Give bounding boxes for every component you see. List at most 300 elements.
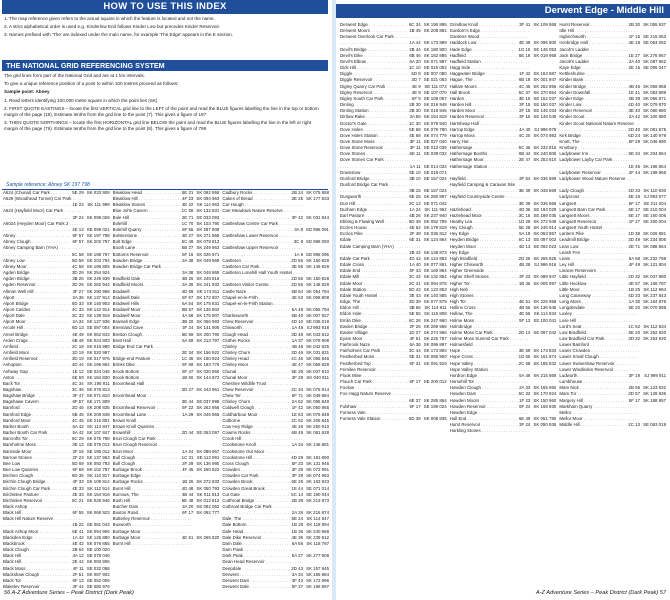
grid-reference: SK 140 865: [423, 292, 447, 298]
map-page-ref: 2F 15: [519, 108, 531, 114]
grid-text-1: The grid lines form part of the National Grid and are at 1 km intervals.: [4, 73, 145, 78]
place-name: Crowden Car Park . . .: [222, 473, 290, 479]
map-page-ref: 5A 46: [519, 372, 531, 378]
grid-reference: SK 093 906: [86, 559, 110, 565]
place-name: Little Hucklow . . .: [559, 281, 627, 287]
place-name: Abney . . .: [3, 233, 71, 239]
map-page-ref: 3B 20: [181, 319, 194, 325]
place-name: Brun Clough Car Park . . .: [113, 436, 193, 442]
place-name: Birchin Clough Bridge . . .: [3, 479, 71, 485]
place-name: Bowden Bridge . . .: [113, 258, 181, 264]
place-name: Birchen Clough . . .: [3, 473, 71, 479]
place-name: Ladybower Wood Nature Reserve . . .: [559, 176, 639, 182]
map-page-ref: 3C 8: [293, 239, 304, 245]
grid-reference: SK 173 893: [423, 348, 447, 354]
grid-reference: SE 199 024: [423, 403, 447, 409]
grid-reference: SK 072 991: [306, 467, 330, 473]
place-name: Low Bradfield . . .: [559, 330, 627, 336]
grid-reference: SK 103 790: [196, 220, 220, 226]
grid-reference: SK 111 962: [424, 206, 447, 212]
place-name: Hadfield . . .: [450, 53, 518, 59]
grid-reference: SK 037 880: [643, 274, 667, 280]
place-name: Bagshaw . . .: [3, 387, 71, 393]
map-page-ref: 1F 27: [628, 219, 641, 224]
grid-reference: SE 099 021: [86, 226, 110, 232]
grid-reference: SK 107 847: [86, 430, 110, 436]
grid-reference: SE 078 046: [86, 553, 110, 559]
map-page-ref: 4B 28: [518, 262, 531, 268]
grid-reference: SK 196 864: [643, 163, 667, 169]
map-page-ref: 2D 45: [71, 405, 84, 411]
map-page-ref: 4E 49: [518, 40, 531, 46]
grid-reference: SK 173 834: [533, 348, 557, 354]
place-name: Jacob's Ladder . . .: [559, 59, 627, 65]
place-name: Birchinlee Pasture . . .: [3, 492, 71, 498]
map-page-ref: 6A 36: [409, 342, 421, 348]
index-column: [450, 22, 557, 588]
map-page-ref: 1F 42: [291, 405, 304, 411]
grid-reference: SJ 996 916: [534, 262, 557, 268]
grid-reference: SK 111 999: [87, 202, 110, 208]
sample-reference: Sample reference: Abney SK 197 798: [6, 182, 90, 188]
map-page-ref: 5E 17: [628, 212, 641, 218]
place-name: Cow Hey Ridge . . .: [222, 424, 290, 430]
grid-reference: SK 142 914: [86, 306, 110, 312]
grid-reference: SK 139 919: [86, 313, 110, 319]
place-name: Long Causeway . . .: [559, 293, 627, 299]
place-name: Castleton Car Park . . .: [222, 264, 290, 270]
place-name: Mam Nick . . .: [559, 385, 627, 391]
grid-reference: SE 097 002: [533, 237, 557, 243]
map-page-ref: 1A 37: [291, 337, 304, 343]
map-page-ref: 1D 29: [518, 219, 531, 224]
grid-reference: SD 998 093: [305, 239, 330, 245]
grid-reference: SK 213 797: [196, 337, 220, 343]
map-page-ref: 6E 49: [518, 416, 531, 421]
place-name: Grindlow Knoll . . .: [450, 22, 518, 28]
grid-reference: SK 054 784: [306, 288, 330, 294]
grid-reference: SK 249 918: [196, 276, 220, 282]
grid-reference: SE 036 019: [306, 319, 330, 325]
place-name: Bretton Clough . . .: [113, 332, 181, 338]
map-page-ref: 3D 19: [71, 356, 84, 362]
grid-reference: SK 253 810: [533, 157, 557, 163]
map-page-ref: 2C 58: [518, 360, 531, 366]
map-page-ref: 3B 10: [409, 175, 421, 181]
map-page-ref: 6C 26: [408, 317, 421, 323]
place-name: Hey Edge . . .: [450, 231, 518, 237]
grid-reference: SK 182 885: [423, 52, 447, 58]
map-page-ref: 6E 37: [409, 397, 421, 403]
place-name: Bradwell Moor . . .: [113, 307, 181, 313]
place-name: Kinder Scout . . .: [559, 114, 627, 120]
place-name: Castleshaw Lower Reservoir . . .: [222, 233, 302, 239]
map-page-ref: 5F 57: [182, 294, 194, 300]
grid-reference: SK 031 844: [306, 214, 330, 220]
grid-reference: SK 132 854: [423, 274, 447, 280]
grid-reference: SK 243 961: [196, 387, 220, 392]
grid-reference: SK 132 831: [196, 208, 220, 214]
grid-reference: SK 076 813: [86, 387, 110, 392]
place-name: Crowden Brook . . .: [222, 479, 290, 485]
grid-reference: SK 136 845: [533, 305, 557, 311]
map-page-ref: 3A 36: [182, 282, 194, 288]
map-page-ref: 4E 33: [72, 485, 84, 491]
place-name: Harry Hut . . .: [450, 139, 530, 145]
right-page-footer: A-Z Adventure Series – Peak District (Dark Peak) 57: [535, 590, 666, 596]
place-name: Brennand Cave . . .: [113, 325, 181, 331]
place-name: Mellor Moor . . .: [559, 416, 639, 422]
map-page-ref: 6B 46: [409, 52, 421, 58]
place-name: Horsehill Tor . . .: [450, 379, 530, 385]
map-page-ref: 3F 47: [72, 393, 84, 399]
map-page-ref: 4D 42: [408, 255, 421, 261]
place-name: Hathersage Station . . .: [450, 164, 530, 170]
map-page-ref: 3E 25: [291, 196, 304, 202]
grid-reference: SK 048 869: [533, 188, 557, 194]
map-page-ref: 5E 28: [518, 225, 531, 231]
place-name: Burbage Brook . . .: [113, 467, 181, 473]
map-page-ref: 4E 22: [181, 202, 194, 208]
right-title-band: Derwent Edge - Middle Hill: [336, 4, 670, 18]
grid-reference: SK 240 968: [306, 528, 330, 534]
instruction-2: 2. A strict alphabetical order is used e.g. Kinderlow End follows Kinder Low but precedes Kinder Reservoir.: [4, 24, 221, 30]
index-column: [559, 22, 666, 588]
map-page-ref: 2A 26: [291, 510, 304, 516]
place-name: Brownhill . . .: [113, 430, 181, 436]
grid-reference: SK 058 808: [306, 294, 330, 300]
map-page-ref: 5E 68: [409, 126, 421, 132]
place-name: Crook Hill . . .: [222, 436, 302, 442]
grid-reference: SE 100 041: [533, 317, 557, 323]
map-page-ref: 5F 24: [519, 403, 531, 409]
grid-reference: SK 083 889: [643, 89, 667, 95]
map-page-ref: 3E 40: [628, 108, 641, 114]
map-page-ref: 6E 48: [181, 497, 194, 503]
map-page-ref: 3E 39: [518, 200, 531, 206]
place-name: Brett Hall . . .: [113, 338, 181, 344]
map-page-ref: 6B 49: [291, 430, 304, 436]
place-name: Bradfield Moors . . .: [113, 282, 181, 288]
grid-reference: SE 195 012: [86, 448, 110, 454]
grid-reference: SE 092 023: [533, 243, 557, 249]
map-page-ref: 2A 36: [72, 294, 84, 300]
map-page-ref: 5A 42: [72, 423, 84, 429]
grid-reference: SK 088 864: [643, 243, 667, 249]
place-name: Fairbrook Naze . . .: [340, 342, 408, 348]
grid-reference: SE 063 097: [196, 430, 220, 436]
place-name: Black Hill . . .: [3, 559, 71, 565]
place-name: Lumbhouse . . .: [559, 379, 639, 385]
map-page-ref: 3D 32: [628, 335, 641, 341]
place-name: Lean Low . . .: [559, 244, 627, 250]
grid-reference: SE 080 976: [86, 584, 110, 588]
map-page-ref: 4B 26: [181, 276, 194, 282]
place-name: Broomhead Lane . . .: [113, 412, 181, 418]
place-name: Crowden Great Brook . . .: [222, 486, 290, 492]
place-name: Heathy Lea . . .: [450, 219, 518, 225]
grid-reference: SK 208 881: [423, 28, 447, 34]
place-name: Eccles House . . .: [340, 225, 408, 231]
grid-reference: SK 089 947: [533, 274, 557, 280]
map-page-ref: 2C 12: [408, 200, 421, 206]
map-page-ref: 6E 41: [72, 528, 84, 534]
place-name: Ansel Bridge . . .: [3, 332, 71, 338]
map-page-ref: 3D 46: [291, 350, 304, 356]
place-name: Dale, The . . .: [222, 516, 290, 522]
place-name: Burbage Rocks . . .: [113, 479, 181, 485]
map-page-ref: 5E 18: [628, 194, 641, 200]
map-page-ref: 2B 64: [72, 547, 84, 553]
place-name: Cakes of Bread . . .: [222, 196, 290, 202]
grid-reference: SK 287 808: [196, 226, 220, 232]
place-name: Bradwell Hills . . .: [113, 301, 181, 307]
grid-reference: SK 128 836: [643, 391, 667, 397]
map-page-ref: 4E 36: [291, 534, 304, 540]
map-page-ref: 6F 29: [628, 138, 641, 144]
place-name: Holmbridge . . .: [450, 324, 530, 330]
grid-reference: SE 021 083: [423, 77, 447, 83]
grid-reference: SK 059 868: [643, 83, 667, 89]
place-name: High Bradfield . . .: [450, 256, 518, 262]
map-page-ref: 4D 33: [628, 292, 641, 298]
grid-reference: SJ 993 977: [643, 194, 667, 200]
grid-system-heading: THE NATIONAL GRID REFERENCING SYSTEM: [2, 60, 328, 71]
grid-reference: SK 050 936: [533, 422, 557, 428]
place-name: Burnt Hill . . .: [113, 541, 193, 547]
left-page: [0, 0, 332, 600]
place-name: Hope . . .: [450, 348, 518, 354]
map-page-ref: 3C 34: [291, 387, 304, 392]
grid-reference: SK 094 906: [86, 528, 110, 534]
grid-reference: SK 005 997: [533, 280, 557, 286]
place-name: Ladybower Layby Car Park . . .: [559, 157, 639, 163]
map-page-ref: 3D 48: [291, 331, 304, 337]
map-page-ref: 2B 30: [409, 102, 421, 108]
place-name: Furness Vale . . .: [340, 410, 420, 416]
place-name: Dinting Station . . .: [340, 108, 408, 114]
place-name: Emlin Dike . . .: [340, 318, 408, 324]
left-index-columns: [3, 190, 329, 588]
grid-reference: SE 211 004: [643, 200, 667, 206]
grid-reference: SK 160 864: [423, 268, 447, 274]
place-name: Hathersage Moor . . .: [450, 157, 518, 163]
place-name: Haddock Low . . .: [450, 40, 518, 46]
place-name: Bolehill . . .: [113, 221, 181, 227]
grid-reference: SK 026 971: [196, 251, 220, 257]
place-name: Longdendale . . .: [559, 305, 627, 311]
place-name: Castleton Visitor Centre . . .: [222, 282, 290, 288]
place-name: Hayfield Camping & Caravan Site . . .: [450, 182, 530, 188]
map-page-ref: 1C 70: [181, 220, 194, 226]
place-name: Arnfield Reservoir . . .: [3, 356, 71, 362]
place-name: Hollins Cross . . .: [450, 305, 518, 311]
place-name: Crookstone Hill . . .: [222, 455, 290, 461]
grid-reference: SK 164 876: [643, 299, 667, 305]
map-page-ref: 3E 56: [291, 263, 304, 269]
grid-reference: SK 001 947: [533, 77, 557, 83]
place-name: Blue John Cavern . . .: [113, 208, 181, 214]
place-name: Kinder Bridge . . .: [559, 84, 627, 90]
place-name: Colborne . . .: [222, 418, 290, 424]
place-name: Devil's Bridge . . .: [340, 47, 408, 53]
map-page-ref: 1B 25: [628, 286, 641, 292]
grid-reference: SK 249 963: [196, 245, 220, 251]
place-name: A624 (Hayfield Moor) Car Park . . .: [3, 208, 83, 214]
map-page-ref: 4C 34: [71, 380, 84, 386]
grid-reference: SE 146 053: [533, 46, 557, 52]
index-entry: [113, 541, 220, 547]
grid-reference: SK 171 809: [86, 399, 110, 405]
map-page-ref: 4C 20: [518, 132, 531, 138]
place-name: Dove Stones . . .: [340, 151, 409, 157]
map-page-ref: 6D 35: [71, 473, 84, 479]
grid-reference: SK 114 963: [196, 202, 220, 208]
grid-reference: SK 100 880: [643, 114, 667, 120]
index-column: [340, 22, 447, 588]
map-page-ref: 1A 42: [72, 534, 84, 540]
map-page-ref: 2A 42: [628, 114, 641, 120]
place-name: Langsett Moors . . .: [559, 213, 627, 219]
map-page-ref: 5E 21: [181, 190, 194, 195]
map-page-ref: 5E 29: [291, 368, 304, 374]
place-name: Bradwell Moor . . .: [113, 313, 181, 319]
map-page-ref: 5E 20: [628, 305, 641, 311]
map-page-ref: 2F 26: [409, 323, 421, 329]
grid-reference: SK 265 820: [196, 534, 220, 540]
place-name: Knott, The . . .: [559, 139, 627, 145]
grid-reference: SK 026 881: [643, 231, 667, 237]
map-page-ref: 2C 62: [291, 417, 304, 423]
grid-reference: SK 093 793: [86, 460, 110, 466]
grid-reference: SK 109 868: [533, 22, 557, 27]
grid-reference: SK 075 958: [306, 190, 330, 195]
place-name: Lower Swineshaw Reservoir . . .: [559, 361, 639, 367]
grid-reference: SK 112 914: [87, 485, 110, 491]
map-page-ref: 3C 46: [71, 387, 84, 392]
place-name: Chunal Moor . . .: [222, 375, 290, 381]
place-name: Bee Low Quarries . . .: [3, 467, 71, 473]
place-name: Bleaklow Stones . . .: [113, 202, 181, 208]
place-name: Fairholmes Car Park . . .: [340, 348, 408, 354]
map-page-ref: 3E 59: [518, 348, 531, 354]
grid-reference: SK 232 815: [533, 145, 557, 151]
place-name: Barcrofts Tor . . .: [3, 436, 71, 442]
place-name: Langsett Youth Hostel . . .: [559, 225, 639, 231]
grid-reference: SK 060 880: [643, 108, 667, 114]
map-page-ref: 3F 29: [291, 374, 304, 380]
grid-reference: SK 262 956: [196, 405, 220, 411]
place-name: Dunford Bridge Car Park . . .: [340, 182, 420, 188]
place-name: Alport Castles . . .: [3, 307, 71, 313]
map-page-ref: 6F 69: [72, 467, 84, 473]
grid-reference: SE 111 072: [424, 83, 447, 89]
map-page-ref: 4E 33: [72, 491, 84, 497]
grid-reference: SK 179 819: [423, 225, 447, 231]
grid-reference: SE 038 032: [423, 151, 447, 157]
grid-reference: SK 140 979: [643, 132, 667, 138]
grid-reference: SE 215 053: [643, 34, 667, 40]
place-name: Abney Moor . . .: [3, 264, 71, 270]
map-page-ref: 2E 15: [628, 65, 641, 71]
place-name: Coldharbour Moor . . .: [222, 412, 290, 418]
map-page-ref: 3C 44: [408, 348, 421, 354]
map-page-ref: 5C 14: [291, 491, 304, 497]
map-page-ref: 2A 33: [519, 385, 531, 391]
grid-reference: SK 272 833: [196, 479, 220, 485]
grid-reference: SK 081 928: [306, 430, 330, 436]
map-page-ref: 1A 44: [409, 40, 421, 46]
place-name: Alport Moor . . .: [3, 319, 71, 325]
map-page-ref: 6F 31: [409, 360, 421, 366]
grid-reference: SK 181 890: [306, 454, 330, 460]
place-name: Dove Stones Car Park . . .: [340, 157, 420, 163]
place-name: Blackshaw Clough . . .: [3, 572, 71, 578]
grid-reference: SK 007 927: [306, 313, 330, 319]
grid-reference: SK 172 807: [196, 294, 220, 300]
place-name: Brook Bottom . . .: [113, 375, 181, 381]
place-name: Barnside Moor . . .: [3, 449, 71, 455]
map-page-ref: 5E 29: [72, 190, 84, 195]
place-name: Hazlehead Moor . . .: [450, 213, 518, 219]
place-name: Devil's Dike . . .: [340, 53, 408, 59]
place-name: Castleton Lonehill Hall Youth Hostel . . .: [222, 270, 302, 276]
place-name: Chinley . . .: [222, 344, 290, 350]
map-page-ref: 1A 34: [291, 442, 304, 448]
place-name: Castle Naze . . .: [222, 289, 290, 295]
grid-reference: SK 055 937: [643, 22, 667, 27]
grid-reference: SK 118 894: [306, 522, 330, 528]
map-page-ref: 6F 16: [182, 251, 194, 257]
place-name: Black Hill . . .: [3, 510, 71, 516]
place-name: Gardens Wood . . .: [450, 34, 530, 40]
place-name: Eyam Moor . . .: [340, 336, 408, 342]
place-name: Dark Peak . . .: [222, 553, 290, 559]
map-page-ref: 2E 44: [72, 559, 84, 565]
place-name: Flouch Car Park . . .: [340, 379, 408, 385]
map-page-ref: 3F 44: [72, 584, 84, 588]
map-page-ref: 6E 25: [409, 194, 421, 200]
map-page-ref: 4F 61: [409, 335, 421, 341]
map-page-ref: 5E 20: [628, 329, 641, 335]
map-page-ref: 1B 28: [291, 522, 304, 528]
map-page-ref: 1B 36: [291, 528, 304, 534]
place-name: Bagshaw Bridge . . .: [3, 393, 71, 399]
grid-reference: SK 149 829: [306, 263, 330, 269]
grid-reference: SE 007 080: [423, 71, 447, 77]
map-page-ref: 4D 10: [291, 319, 304, 325]
map-page-ref: 2F 51: [72, 571, 84, 577]
map-page-ref: 6C 29: [71, 436, 84, 442]
grid-reference: SK 033 908: [86, 190, 110, 195]
grid-reference: SK 196 864: [86, 362, 110, 368]
place-name: Bull Clough . . .: [113, 455, 181, 461]
place-name: Black Ashop Moor . . .: [3, 529, 71, 535]
map-page-ref: 2A 34: [72, 319, 84, 325]
map-page-ref: 1A 11: [409, 163, 421, 169]
map-page-ref: 1A 24: [182, 448, 194, 454]
grid-reference: SK 079 940: [423, 120, 447, 126]
map-page-ref: 2B 44: [409, 46, 421, 52]
map-page-ref: 5B 57: [181, 306, 194, 312]
place-name: Lose Hill . . .: [559, 318, 639, 324]
map-page-ref: 4D 40: [628, 102, 641, 108]
grid-reference: SK 252 856: [533, 83, 557, 89]
map-page-ref: 4E 68: [409, 132, 421, 138]
map-page-ref: 1B 60: [181, 374, 194, 380]
map-page-ref: 5F 17: [409, 403, 421, 409]
place-name: Jacob's Ladder . . .: [559, 47, 639, 53]
